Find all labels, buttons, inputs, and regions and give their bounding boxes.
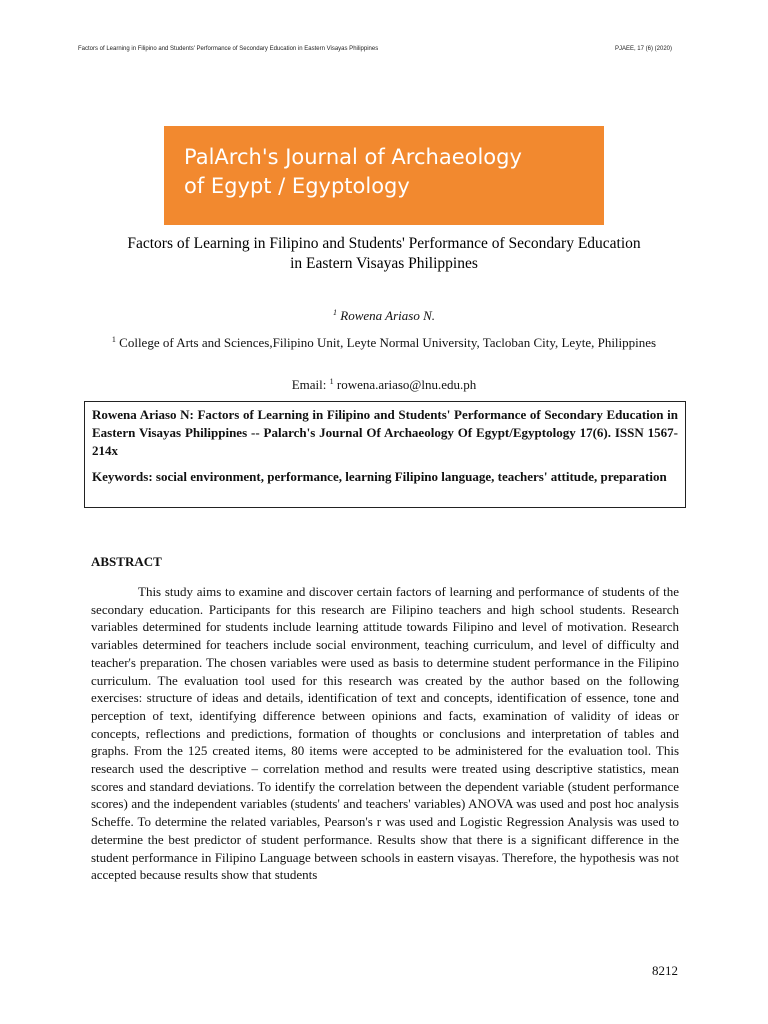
journal-banner-line-2: of Egypt / Egyptology: [184, 174, 410, 198]
journal-banner-logo: [164, 126, 604, 225]
email-marker: 1: [329, 377, 334, 386]
journal-banner-line-1: PalArch's Journal of Archaeology: [184, 145, 522, 169]
page-number: 8212: [652, 963, 678, 978]
running-header: [78, 46, 672, 52]
affiliation: [100, 334, 668, 351]
author-line: [0, 308, 768, 324]
citation-text: Rowena Ariaso N: Factors of Learning in Filipino and Students' Performance of Secondary Education in Eastern Visayas Philippines -- Palarch's Journal Of Archaeology Of Egypt/Egyptology 17(6). ISSN 1567-214x: [92, 407, 678, 458]
running-header-journal-info: PJAEE, 17 (6) (2020): [614, 46, 672, 52]
abstract-body: This study aims to examine and discover certain factors of learning and performance of students of the secondary education. Participants for this research are Filipino teachers and high school students. Research variables determined for students include learning attitude towards Filipino and level of motivation. Research variables determined for teachers include social environment, teaching curriculum, and level of difficulty and teacher's preparation. The chosen variables were used as basis to determine student performance in the Filipino curriculum. The evaluation tool used for this research was created by the author based on the following exercises: structure of ideas and details, identification of text and concepts, identification of essence, tone and perception of text, identifying difference between opinions and facts, examination of validity of ideas or concepts, reflections and predictions, formation of thoughts or conclusions and interpretation of tables and graphs. From the 125 created items, 80 items were accepted to be administered for the evaluation tool. This research used the descriptive – correlation method and results were treated using descriptive statistics, mean scores and standard deviations. To identify the correlation between the dependent variable (student performance scores) and the independent variables (students' and teachers' variables) ANOVA was used and post hoc analysis Scheffe. To determine the related variables, Pearson's r was used and Logistic Regression Analysis was used to determine the best predictor of student performance. Results show that there is a significant difference in the student performance in Filipino Language between schools in eastern visayas. Therefore, the hypothesis was not accepted because results show that students: [91, 584, 679, 883]
affiliation-marker: 1: [111, 335, 116, 344]
running-header-title: Factors of Learning in Filipino and Students' Performance of Secondary Education in Eastern Visayas Philippines: [78, 46, 379, 52]
email-address[interactable]: rowena.ariaso@lnu.edu.ph: [336, 377, 477, 392]
paper-title-line-2: in Eastern Visayas Philippines: [290, 255, 478, 272]
author-affiliation-marker: 1: [333, 308, 337, 317]
email-label: Email:: [291, 377, 327, 392]
email-line: [0, 377, 768, 393]
author-name: Rowena Ariaso N.: [340, 308, 435, 323]
abstract-heading: ABSTRACT: [91, 554, 162, 569]
affiliation-text: College of Arts and Sciences,Filipino Unit, Leyte Normal University, Tacloban City, Leyte, Philippines: [119, 335, 657, 350]
paper-title-line-1: Factors of Learning in Filipino and Students' Performance of Secondary Education: [127, 235, 641, 252]
keywords: Keywords: social environment, performance, learning Filipino language, teachers' attitude, preparation: [92, 469, 667, 484]
paper-title: [110, 234, 658, 274]
citation-box: [84, 401, 686, 508]
